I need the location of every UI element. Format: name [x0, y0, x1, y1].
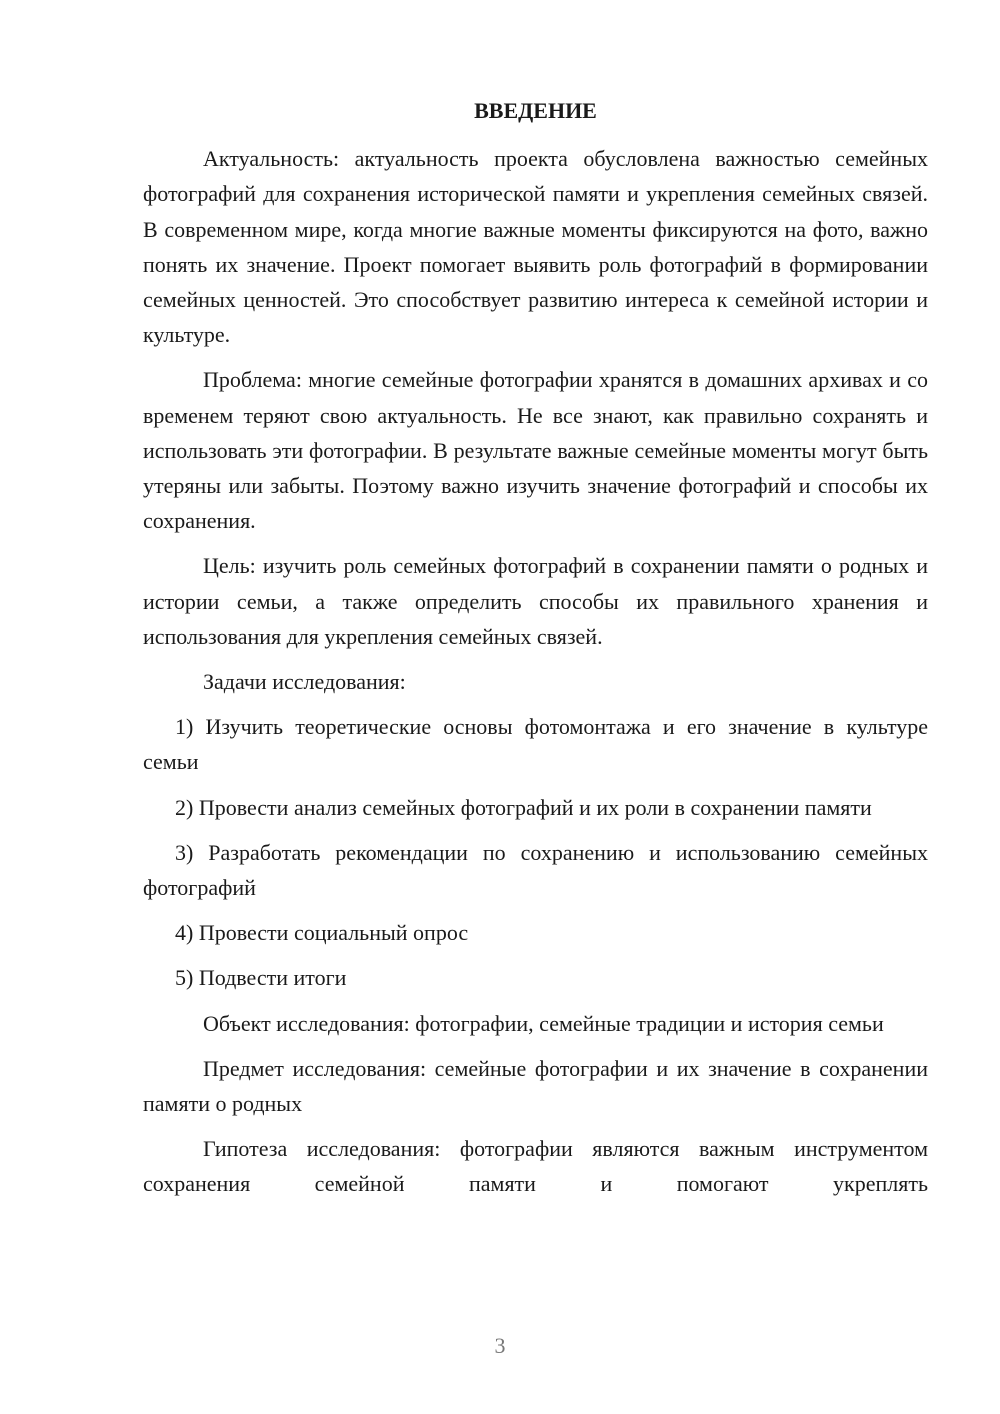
paragraph-problem: Проблема: многие семейные фотографии хранятся в домашних архивах и со временем теряют свою актуальность. Не все знают, как правильно сохранять и использовать эти фотографии. В результате важные семейные моменты могут быть утеряны или забыты. Поэтому важно изучить значение фотографий и способы их сохранения. [143, 367, 928, 534]
paragraph-relevance: Актуальность: актуальность проекта обусловлена важностью семейных фотографий для сохранения исторической памяти и укрепления семейных связей. В современном мире, когда многие важные моменты фиксируются на фото, важно понять их значение. Проект помогает выявить роль фотографий в формировании семейных ценностей. Это способствует развитию интереса к семейной истории и культуре. [143, 146, 928, 348]
paragraph-object: Объект исследования: фотографии, семейные традиции и история семьи [203, 1010, 884, 1036]
task-item-1: 1) Изучить теоретические основы фотомонтажа и его значение в культуре семьи [143, 714, 928, 775]
page-number: 3 [494, 1333, 506, 1358]
tasks-heading: Задачи исследования: [203, 669, 406, 695]
document-body [143, 93, 928, 1202]
paragraph-subject: Предмет исследования: семейные фотографии и их значение в сохранении памяти о родных [143, 1055, 928, 1117]
task-item-5: 5) Подвести итоги [175, 965, 347, 991]
section-title: ВВЕДЕНИЕ [474, 98, 597, 123]
paragraph-goal: Цель: изучить роль семейных фотографий в сохранении памяти о родных и истории семьи, а также определить способы их правильного хранения и использования для укрепления семейных связей. [143, 553, 928, 649]
task-item-2: 2) Провести анализ семейных фотографий и их роли в сохранении памяти [175, 794, 872, 820]
task-item-4: 4) Провести социальный опрос [175, 920, 469, 946]
task-item-3: 3) Разработать рекомендации по сохранению и использованию семейных фотографий [143, 839, 928, 901]
paragraph-hypothesis: Гипотеза исследования: фотографии являются важным инструментом сохранения семейной памяти и помогают укреплять [143, 1136, 928, 1197]
